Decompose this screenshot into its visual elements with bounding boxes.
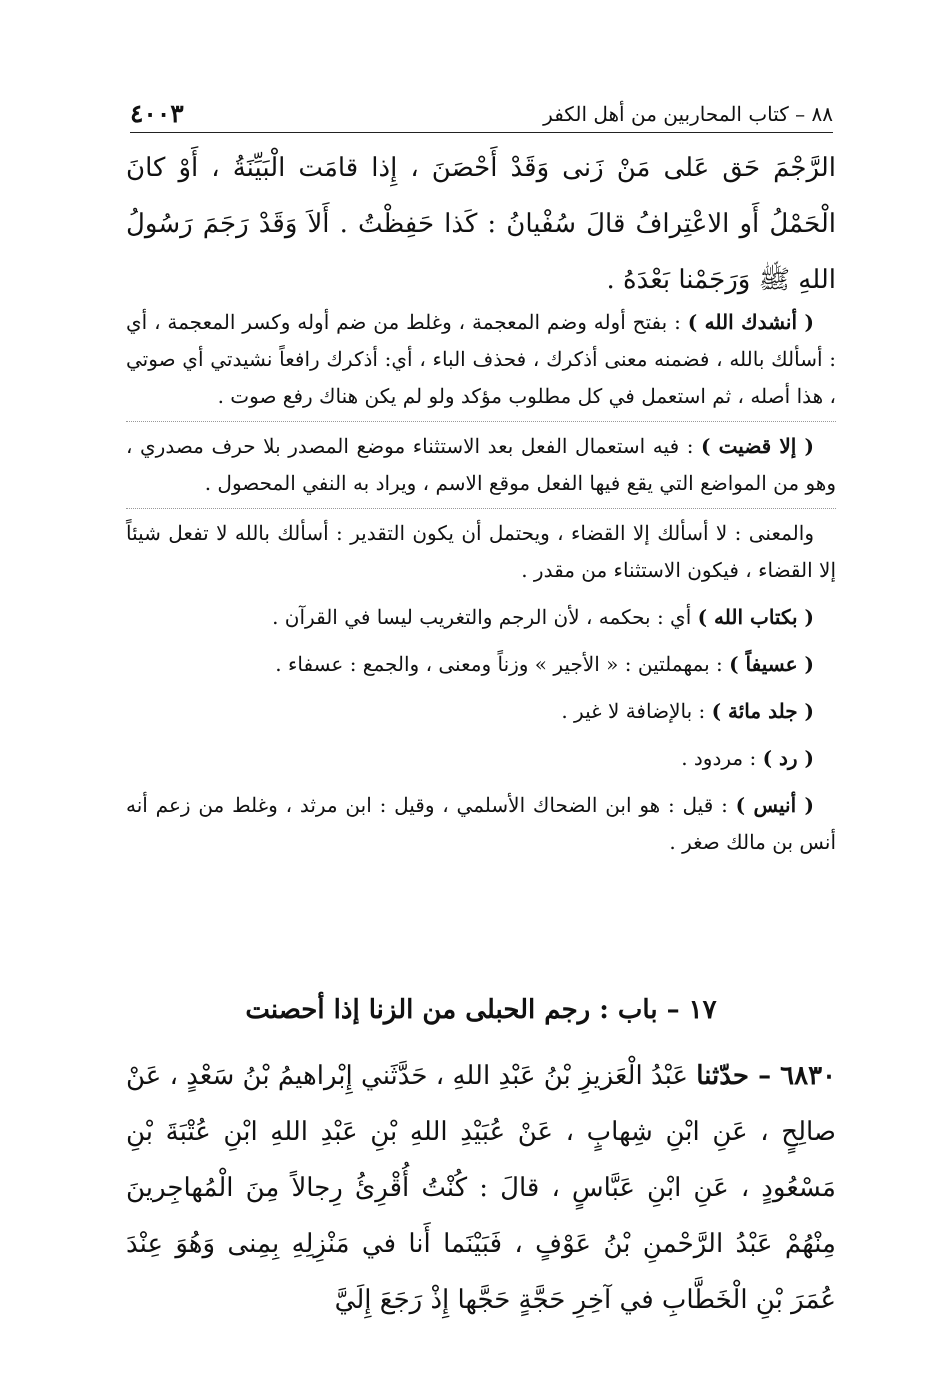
hadith-number: ٦٨٣٠ – حدّثنا <box>696 1061 836 1091</box>
note-bikitabillah: ( بكتاب الله ) أي : بحكمه ، لأن الرجم والتغريب ليسا في القرآن . <box>272 605 814 629</box>
note-jald-miah: ( جلد مائة ) : بالإضافة لا غير . <box>561 699 814 723</box>
page-header <box>130 88 833 133</box>
commentary-notes <box>126 304 836 861</box>
hadith-text: ٦٨٣٠ – حدّثنا عَبْدُ الْعَزيزِ بْنُ عَبْدِ اللهِ ، حَدَّثَني إِبْراهيمُ بْنُ سَعْدٍ ، عَنْ صالِحٍ ، عَنِ ابْنِ شِهابٍ ، عَنْ عُبَيْدِ اللهِ بْنِ عَبْدِ اللهِ ابْنِ عُتْبَةَ بْنِ مَسْعُودٍ ، عَنِ ابْنِ عَبَّاسٍ ، قالَ : كُنْتُ أُقْرِئُ رِجالاً مِنَ الْمُهاجِرينَ مِنْهُمْ عَبْدُ الرَّحْمنِ بْنُ عَوْفٍ ، فَبَيْنَما أَنا في مَنْزِلِهِ بِمِنى وَهُوَ عِنْدَ عُمَرَ بْنِ الْخَطَّابِ في آخِرِ حَجَّةٍ حَجَّها إِذْ رَجَعَ إِلَيَّ <box>126 1061 836 1315</box>
running-title: ٨٨ – كتاب المحاربين من أهل الكفر <box>543 102 833 126</box>
note-anshuduka: ( أنشدك الله ) : بفتح أوله وضم المعجمة ، وغلط من ضم أوله وكسر المعجمة ، أي : أسألك بالله ، فضمنه معنى أذكرك ، فحذف الباء ، أي: أذكرك رافعاً نشيدتي أي صوتي ، هذا أصله ، ثم استعمل في كل مطلوب مؤكد ولو لم يكن هناك رفع صوت . <box>126 310 836 408</box>
note-meaning: والمعنى : لا أسألك إلا القضاء ، ويحتمل أن يكون التقدير : أسألك بالله لا تفعل شيئاً إلا القضاء ، فيكون الاستثناء من مقدر . <box>126 521 836 582</box>
chapter-heading: ١٧ – باب : رجم الحبلى من الزنا إذا أحصنت <box>245 995 717 1025</box>
note-asifan: ( عسيفاً ) : بمهملتين : « الأجير » وزناً ومعنى ، والجمع : عسفاء . <box>275 652 814 676</box>
note-illa-qadayta: ( إلا قضيت ) : فيه استعمال الفعل بعد الاستثناء موضع المصدر بلا حرف مصدري ، وهو من المواضع التي يقع فيها الفعل موقع الاسم ، ويراد به النفي المحصول . <box>126 434 836 495</box>
note-unays: ( أنيس ) : قيل : هو ابن الضحاك الأسلمي ، وقيل : ابن مرثد ، وغلط من زعم أنه أنس بن مالك صغر . <box>126 793 836 854</box>
note-radd: ( رد ) : مردود . <box>681 746 814 770</box>
page-number: ٤٠٠٣ <box>130 99 184 128</box>
note-separator <box>126 421 836 422</box>
note-separator <box>126 508 836 509</box>
hadith-continuation: الرَّجْمَ حَق عَلى مَنْ زَنى وَقَدْ أَحْصَنَ ، إِذا قامَت الْبَيِّنَةُ ، أَوْ كانَ الْحَمْلُ أَو الاعْتِرافُ قالَ سُفْيانُ : كَذا حَفِظْتُ . أَلاَ وَقَدْ رَجَمَ رَسُولُ اللهِ ﷺ وَرَجَمْنا بَعْدَهُ . <box>126 153 836 295</box>
